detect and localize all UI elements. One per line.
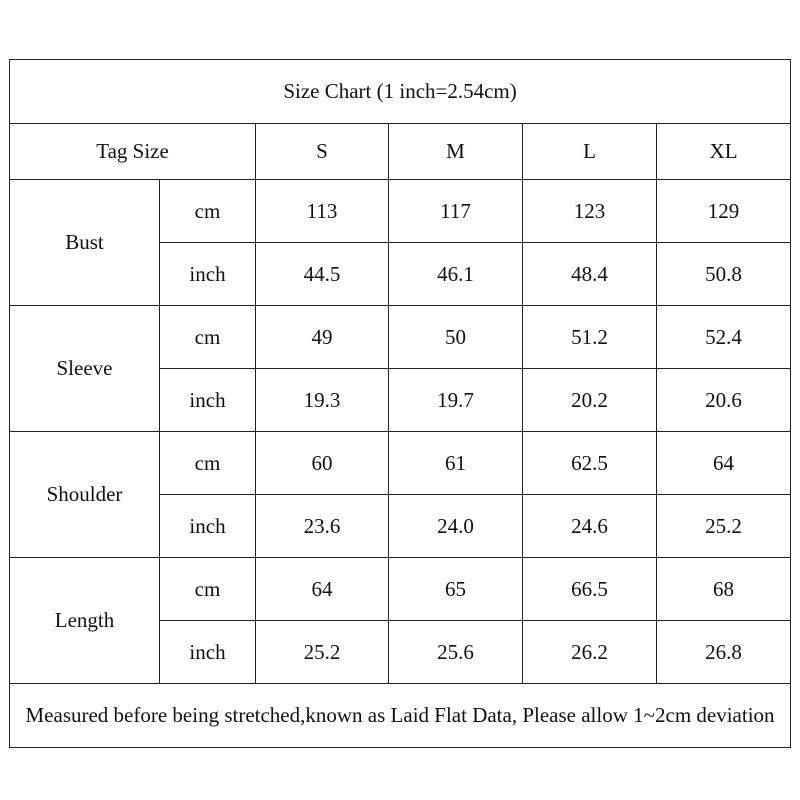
measurement-value: 113 (256, 180, 389, 243)
measurement-value: 20.6 (657, 369, 791, 432)
measurement-value: 24.0 (389, 495, 523, 558)
measurement-value: 25.2 (256, 621, 389, 684)
footer-note: Measured before being stretched,known as Laid Flat Data, Please allow 1~2cm deviation (10, 684, 791, 748)
measurement-value: 50 (389, 306, 523, 369)
measurement-value: 61 (389, 432, 523, 495)
measurement-name: Bust (10, 180, 160, 306)
unit-label: inch (160, 495, 256, 558)
measurement-value: 51.2 (523, 306, 657, 369)
table-row (10, 558, 791, 621)
measurement-value: 64 (256, 558, 389, 621)
measurement-value: 23.6 (256, 495, 389, 558)
unit-label: inch (160, 621, 256, 684)
measurement-value: 129 (657, 180, 791, 243)
measurement-value: 123 (523, 180, 657, 243)
measurement-value: 66.5 (523, 558, 657, 621)
unit-label: cm (160, 180, 256, 243)
measurement-value: 62.5 (523, 432, 657, 495)
measurement-value: 68 (657, 558, 791, 621)
header-row (10, 124, 791, 180)
measurement-value: 25.6 (389, 621, 523, 684)
footer-row (10, 684, 791, 748)
size-header-l: L (523, 124, 657, 180)
size-header-m: M (389, 124, 523, 180)
unit-label: cm (160, 306, 256, 369)
measurement-value: 19.3 (256, 369, 389, 432)
table-row (10, 306, 791, 369)
size-header-s: S (256, 124, 389, 180)
unit-label: cm (160, 558, 256, 621)
measurement-value: 117 (389, 180, 523, 243)
measurement-value: 52.4 (657, 306, 791, 369)
measurement-value: 44.5 (256, 243, 389, 306)
measurement-value: 46.1 (389, 243, 523, 306)
size-header-xl: XL (657, 124, 791, 180)
measurement-value: 25.2 (657, 495, 791, 558)
unit-label: inch (160, 369, 256, 432)
measurement-name: Sleeve (10, 306, 160, 432)
measurement-name: Length (10, 558, 160, 684)
title-row (10, 60, 791, 124)
unit-label: cm (160, 432, 256, 495)
measurement-value: 65 (389, 558, 523, 621)
chart-title: Size Chart (1 inch=2.54cm) (10, 60, 791, 124)
measurement-name: Shoulder (10, 432, 160, 558)
measurement-value: 19.7 (389, 369, 523, 432)
measurement-value: 20.2 (523, 369, 657, 432)
measurement-value: 26.8 (657, 621, 791, 684)
measurement-value: 48.4 (523, 243, 657, 306)
unit-label: inch (160, 243, 256, 306)
measurement-value: 64 (657, 432, 791, 495)
measurement-value: 49 (256, 306, 389, 369)
table-row (10, 180, 791, 243)
size-chart-table (9, 59, 791, 748)
table-row (10, 432, 791, 495)
measurement-value: 24.6 (523, 495, 657, 558)
measurement-value: 26.2 (523, 621, 657, 684)
measurement-value: 60 (256, 432, 389, 495)
measurement-value: 50.8 (657, 243, 791, 306)
tag-size-label: Tag Size (10, 124, 256, 180)
